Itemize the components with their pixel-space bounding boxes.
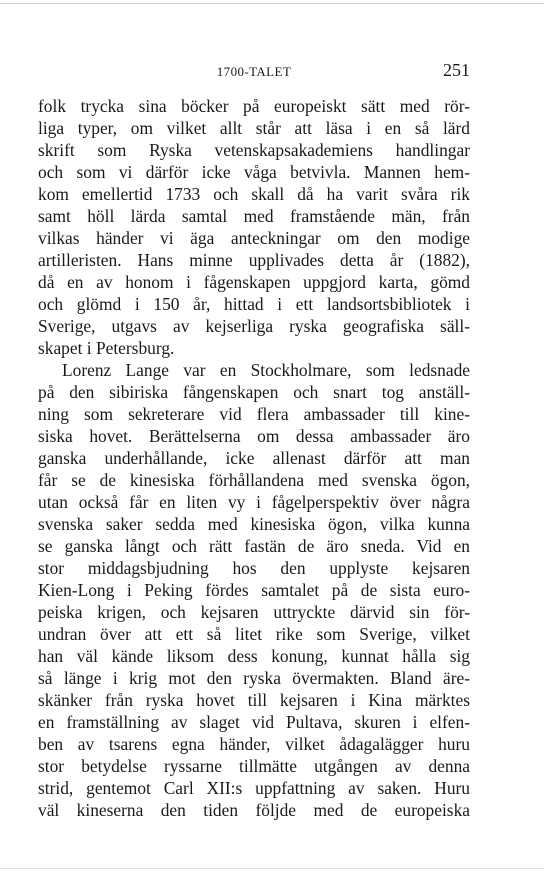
text-line: får se de kinesiska förhållandena med svenska ögon, <box>38 470 470 490</box>
text-line: en framställning av slaget vid Pultava, skuren i elfen- <box>38 712 470 732</box>
text-line: då en av honom i fågenskapen uppgjord karta, gömd <box>38 272 470 292</box>
text-line: siska hovet. Berättelserna om dessa ambassader äro <box>38 426 470 446</box>
running-head <box>38 60 470 86</box>
text-line: se ganska långt och rätt fastän de äro sneda. Vid en <box>38 536 470 556</box>
text-line: Sverige, utgavs av kejserliga ryska geografiska säll- <box>38 316 470 336</box>
running-title: 1700-TALET <box>216 64 292 79</box>
paragraph-1 <box>38 95 470 359</box>
text-line: utan också får en liten vy i fågelperspektiv över några <box>38 492 470 512</box>
text-line: och som vi därför icke våga betvivla. Mannen hem- <box>38 162 470 182</box>
text-line: skrift som Ryska vetenskapsakademiens handlingar <box>38 140 470 160</box>
text-line: så länge i krig mot den ryska övermakten. Bland äre- <box>38 668 470 688</box>
text-line: väl kineserna den tiden följde med de europeiska <box>38 800 470 820</box>
text-line: han väl kände liksom dess konung, kunnat hålla sig <box>38 646 470 666</box>
text-line: ben av tsarens egna händer, vilket ådagalägger huru <box>38 734 470 754</box>
text-line: stor betydelse ryssarne tillmätte utgången av denna <box>38 756 470 776</box>
bottom-edge-rule <box>0 868 544 869</box>
text-line: ning som sekreterare vid flera ambassader till kine- <box>38 404 470 424</box>
text-line: undran över att ett så litet rike som Sverige, vilket <box>38 624 470 644</box>
text-line: skapet i Petersburg. <box>38 338 175 358</box>
text-line: på den sibiriska fångenskapen och snart tog anställ- <box>38 382 470 402</box>
text-line: liga typer, om vilket allt står att läsa i en så lärd <box>38 118 470 138</box>
page-number: 251 <box>443 60 470 80</box>
text-line: Kien-Long i Peking fördes samtalet på de sista euro- <box>38 580 470 600</box>
text-line: och glömd i 150 år, hittad i ett landsortsbibliotek i <box>38 294 470 314</box>
text-line: kom emellertid 1733 och skall då ha varit svåra rik <box>38 184 470 204</box>
body-text <box>38 95 470 821</box>
text-line: artilleristen. Hans minne upplivades detta år (1882), <box>38 250 470 270</box>
text-line: skänker från ryska hovet till kejsaren i Kina märktes <box>38 690 470 710</box>
text-line: ganska underhållande, icke allenast därför att man <box>38 448 470 468</box>
text-line: svenska saker sedda med kinesiska ögon, vilka kunna <box>38 514 470 534</box>
paragraph-2 <box>38 359 470 821</box>
text-line: strid, gentemot Carl XII:s uppfattning av saken. Huru <box>38 778 470 798</box>
text-line: Lorenz Lange var en Stockholmare, som ledsnade <box>62 360 470 380</box>
text-line: folk trycka sina böcker på europeiskt sätt med rör- <box>38 96 470 116</box>
text-line: vilkas händer vi äga anteckningar om den modige <box>38 228 470 248</box>
text-line: peiska krigen, och kejsaren uttryckte därvid sin för- <box>38 602 470 622</box>
top-edge-rule <box>0 3 544 4</box>
text-line: samt höll lärda samtal med framstående män, från <box>38 206 470 226</box>
text-line: stor middagsbjudning hos den upplyste kejsaren <box>38 558 470 578</box>
